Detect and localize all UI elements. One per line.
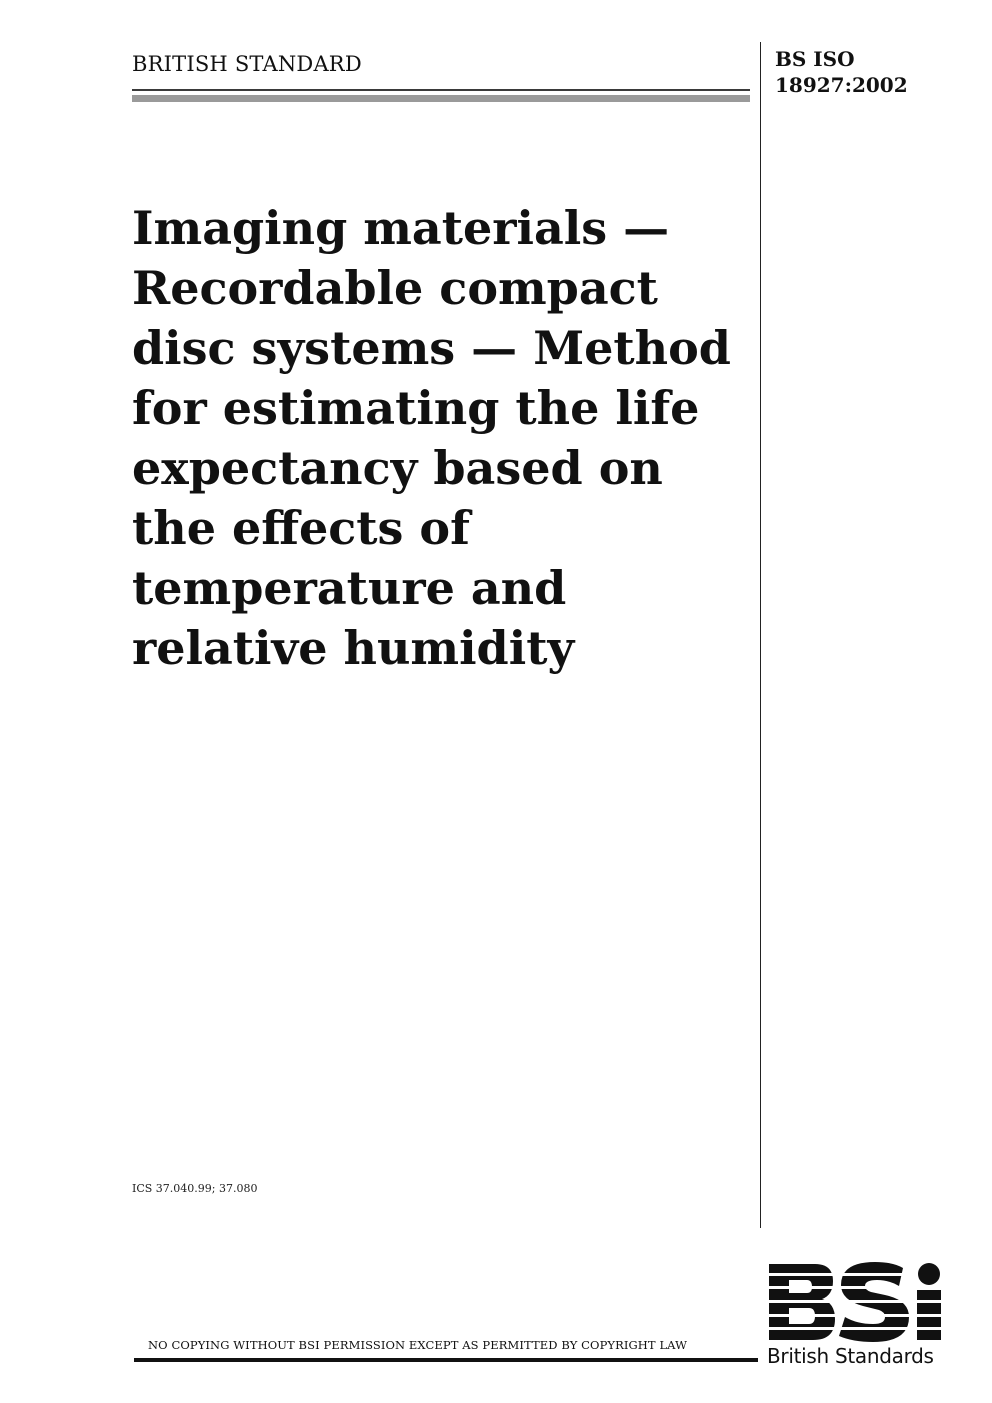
title-line: Recordable compact <box>132 261 658 315</box>
document-number-line-2: 18927:2002 <box>775 73 908 97</box>
title-line: disc systems — Method <box>132 321 731 375</box>
document-number-line-1: BS ISO <box>775 47 855 71</box>
document-number <box>775 46 975 98</box>
ics-code: ICS 37.040.99; 37.080 <box>132 1182 258 1195</box>
document-title <box>132 198 757 678</box>
header-rule-thin <box>132 89 750 91</box>
title-line: relative humidity <box>132 621 575 675</box>
title-line: temperature and <box>132 561 567 615</box>
bsi-logo-mark <box>767 1262 945 1342</box>
bsi-tagline: British Standards <box>767 1344 934 1368</box>
series-label: BRITISH STANDARD <box>132 52 362 76</box>
footer-rule <box>134 1358 758 1362</box>
title-line: for estimating the life <box>132 381 700 435</box>
header-rule-thick <box>132 95 750 102</box>
title-line: expectancy based on <box>132 441 663 495</box>
title-line: the effects of <box>132 501 470 555</box>
vertical-divider <box>760 42 761 1228</box>
title-line: Imaging materials — <box>132 201 670 255</box>
copyright-notice: NO COPYING WITHOUT BSI PERMISSION EXCEPT AS PERMITTED BY COPYRIGHT LAW <box>148 1338 688 1352</box>
